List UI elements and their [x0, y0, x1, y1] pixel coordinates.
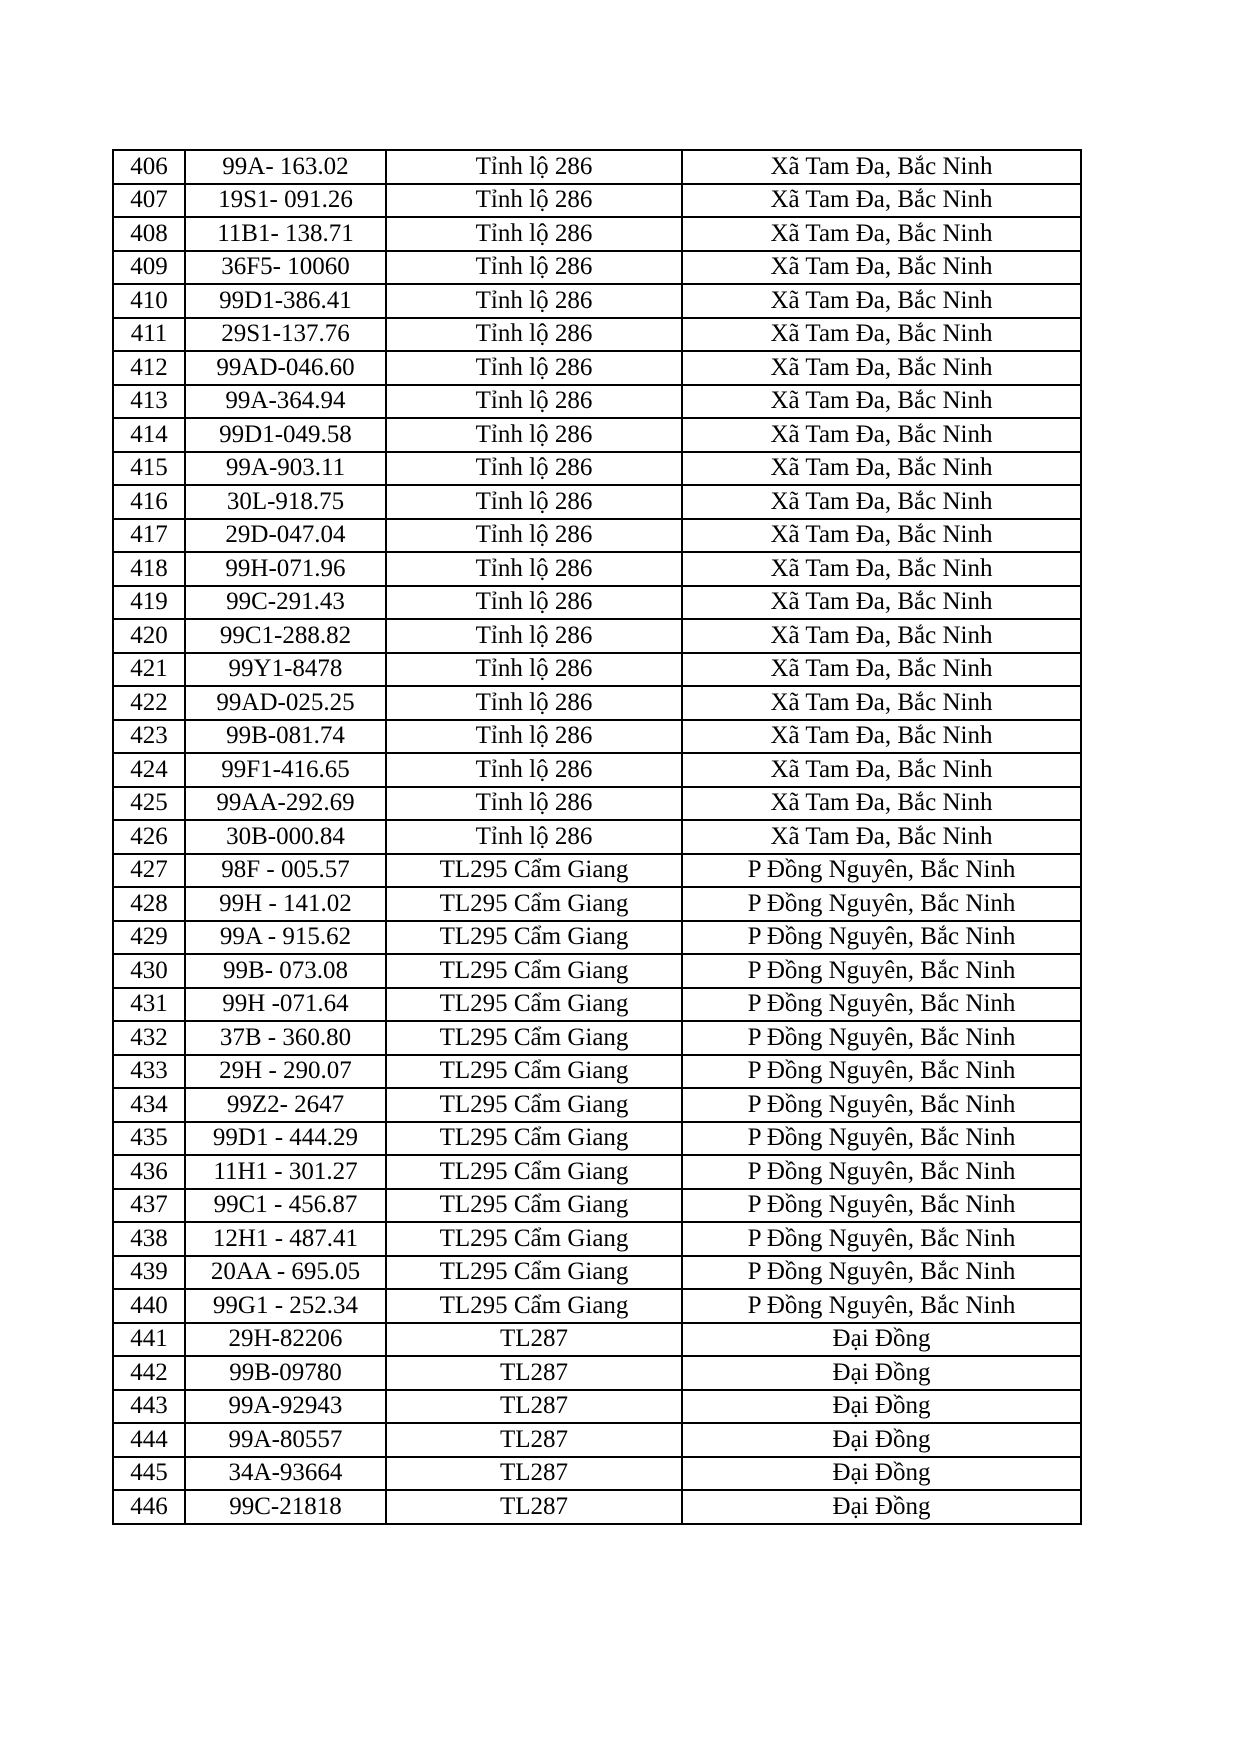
table-row — [113, 1122, 1081, 1156]
location-cell: Xã Tam Đa, Bắc Ninh — [682, 217, 1081, 251]
road-cell: TL295 Cẩm Giang — [386, 988, 682, 1022]
table-row — [113, 1088, 1081, 1122]
license-plate-cell: 99A-92943 — [185, 1390, 386, 1424]
location-cell: P Đồng Nguyên, Bắc Ninh — [682, 1021, 1081, 1055]
road-cell: TL287 — [386, 1490, 682, 1524]
license-plate-cell: 99AA-292.69 — [185, 787, 386, 821]
road-cell: Tỉnh lộ 286 — [386, 184, 682, 218]
table-row — [113, 284, 1081, 318]
table-row — [113, 653, 1081, 687]
road-cell: Tỉnh lộ 286 — [386, 686, 682, 720]
road-cell: Tỉnh lộ 286 — [386, 485, 682, 519]
license-plate-cell: 29H - 290.07 — [185, 1055, 386, 1089]
row-number-cell: 432 — [113, 1021, 185, 1055]
location-cell: Đại Đồng — [682, 1390, 1081, 1424]
row-number-cell: 410 — [113, 284, 185, 318]
license-plate-cell: 99Y1-8478 — [185, 653, 386, 687]
table-row — [113, 452, 1081, 486]
row-number-cell: 417 — [113, 519, 185, 553]
road-cell: Tỉnh lộ 286 — [386, 519, 682, 553]
location-cell: P Đồng Nguyên, Bắc Ninh — [682, 1122, 1081, 1156]
row-number-cell: 407 — [113, 184, 185, 218]
road-cell: Tỉnh lộ 286 — [386, 385, 682, 419]
row-number-cell: 431 — [113, 988, 185, 1022]
license-plate-cell: 12H1 - 487.41 — [185, 1222, 386, 1256]
table-row — [113, 921, 1081, 955]
row-number-cell: 445 — [113, 1457, 185, 1491]
row-number-cell: 443 — [113, 1390, 185, 1424]
row-number-cell: 437 — [113, 1189, 185, 1223]
location-cell: Xã Tam Đa, Bắc Ninh — [682, 619, 1081, 653]
row-number-cell: 440 — [113, 1289, 185, 1323]
table-row — [113, 217, 1081, 251]
road-cell: Tỉnh lộ 286 — [386, 586, 682, 620]
location-cell: Xã Tam Đa, Bắc Ninh — [682, 552, 1081, 586]
table-row — [113, 1222, 1081, 1256]
license-plate-cell: 99A-364.94 — [185, 385, 386, 419]
license-plate-cell: 36F5- 10060 — [185, 251, 386, 285]
location-cell: Xã Tam Đa, Bắc Ninh — [682, 150, 1081, 184]
table-row — [113, 150, 1081, 184]
table-row — [113, 1055, 1081, 1089]
row-number-cell: 435 — [113, 1122, 185, 1156]
location-cell: Xã Tam Đa, Bắc Ninh — [682, 787, 1081, 821]
table-row — [113, 519, 1081, 553]
location-cell: Đại Đồng — [682, 1356, 1081, 1390]
road-cell: Tỉnh lộ 286 — [386, 418, 682, 452]
license-plate-cell: 29S1-137.76 — [185, 318, 386, 352]
location-cell: Xã Tam Đa, Bắc Ninh — [682, 418, 1081, 452]
road-cell: TL295 Cẩm Giang — [386, 954, 682, 988]
location-cell: P Đồng Nguyên, Bắc Ninh — [682, 954, 1081, 988]
table-row — [113, 887, 1081, 921]
location-cell: Xã Tam Đa, Bắc Ninh — [682, 485, 1081, 519]
row-number-cell: 414 — [113, 418, 185, 452]
table-row — [113, 1457, 1081, 1491]
road-cell: Tỉnh lộ 286 — [386, 217, 682, 251]
table-row — [113, 787, 1081, 821]
row-number-cell: 424 — [113, 753, 185, 787]
row-number-cell: 422 — [113, 686, 185, 720]
table-row — [113, 251, 1081, 285]
row-number-cell: 425 — [113, 787, 185, 821]
license-plate-cell: 29H-82206 — [185, 1323, 386, 1357]
location-cell: Xã Tam Đa, Bắc Ninh — [682, 820, 1081, 854]
row-number-cell: 434 — [113, 1088, 185, 1122]
license-plate-cell: 19S1- 091.26 — [185, 184, 386, 218]
road-cell: Tỉnh lộ 286 — [386, 251, 682, 285]
road-cell: Tỉnh lộ 286 — [386, 787, 682, 821]
location-cell: Xã Tam Đa, Bắc Ninh — [682, 318, 1081, 352]
row-number-cell: 433 — [113, 1055, 185, 1089]
table-row — [113, 820, 1081, 854]
location-cell: Đại Đồng — [682, 1423, 1081, 1457]
row-number-cell: 444 — [113, 1423, 185, 1457]
license-plate-cell: 99AD-025.25 — [185, 686, 386, 720]
license-plate-cell: 99B-09780 — [185, 1356, 386, 1390]
row-number-cell: 426 — [113, 820, 185, 854]
table-row — [113, 1356, 1081, 1390]
location-cell: Xã Tam Đa, Bắc Ninh — [682, 385, 1081, 419]
row-number-cell: 412 — [113, 351, 185, 385]
road-cell: Tỉnh lộ 286 — [386, 653, 682, 687]
license-plate-cell: 99G1 - 252.34 — [185, 1289, 386, 1323]
road-cell: TL295 Cẩm Giang — [386, 1289, 682, 1323]
row-number-cell: 420 — [113, 619, 185, 653]
location-cell: Xã Tam Đa, Bắc Ninh — [682, 720, 1081, 754]
license-plate-cell: 20AA - 695.05 — [185, 1256, 386, 1290]
license-plate-cell: 30L-918.75 — [185, 485, 386, 519]
table-row — [113, 753, 1081, 787]
license-plate-cell: 99A-903.11 — [185, 452, 386, 486]
road-cell: Tỉnh lộ 286 — [386, 753, 682, 787]
row-number-cell: 423 — [113, 720, 185, 754]
license-plate-cell: 99D1 - 444.29 — [185, 1122, 386, 1156]
row-number-cell: 441 — [113, 1323, 185, 1357]
license-plate-cell: 99A - 915.62 — [185, 921, 386, 955]
location-cell: P Đồng Nguyên, Bắc Ninh — [682, 921, 1081, 955]
table-row — [113, 485, 1081, 519]
license-plate-cell: 99B-081.74 — [185, 720, 386, 754]
location-cell: Xã Tam Đa, Bắc Ninh — [682, 519, 1081, 553]
road-cell: Tỉnh lộ 286 — [386, 720, 682, 754]
row-number-cell: 438 — [113, 1222, 185, 1256]
road-cell: TL295 Cẩm Giang — [386, 887, 682, 921]
license-plate-cell: 99C1-288.82 — [185, 619, 386, 653]
table-row — [113, 1189, 1081, 1223]
row-number-cell: 439 — [113, 1256, 185, 1290]
license-plate-cell: 98F - 005.57 — [185, 854, 386, 888]
table-row — [113, 1423, 1081, 1457]
road-cell: Tỉnh lộ 286 — [386, 284, 682, 318]
table-row — [113, 418, 1081, 452]
road-cell: TL295 Cẩm Giang — [386, 1155, 682, 1189]
license-plate-cell: 11B1- 138.71 — [185, 217, 386, 251]
license-plate-cell: 99C-21818 — [185, 1490, 386, 1524]
table-row — [113, 686, 1081, 720]
license-plate-cell: 99A- 163.02 — [185, 150, 386, 184]
road-cell: Tỉnh lộ 286 — [386, 552, 682, 586]
row-number-cell: 409 — [113, 251, 185, 285]
license-plate-cell: 99B- 073.08 — [185, 954, 386, 988]
location-cell: P Đồng Nguyên, Bắc Ninh — [682, 887, 1081, 921]
road-cell: TL295 Cẩm Giang — [386, 1055, 682, 1089]
table-row — [113, 720, 1081, 754]
location-cell: P Đồng Nguyên, Bắc Ninh — [682, 1055, 1081, 1089]
row-number-cell: 406 — [113, 150, 185, 184]
license-plate-cell: 29D-047.04 — [185, 519, 386, 553]
row-number-cell: 430 — [113, 954, 185, 988]
road-cell: TL295 Cẩm Giang — [386, 1021, 682, 1055]
location-cell: Đại Đồng — [682, 1457, 1081, 1491]
road-cell: Tỉnh lộ 286 — [386, 318, 682, 352]
road-cell: TL295 Cẩm Giang — [386, 1256, 682, 1290]
row-number-cell: 419 — [113, 586, 185, 620]
row-number-cell: 421 — [113, 653, 185, 687]
table-row — [113, 854, 1081, 888]
table-row — [113, 1021, 1081, 1055]
table-row — [113, 552, 1081, 586]
table-row — [113, 351, 1081, 385]
road-cell: Tỉnh lộ 286 — [386, 619, 682, 653]
row-number-cell: 427 — [113, 854, 185, 888]
violation-table — [112, 149, 1082, 1525]
row-number-cell: 436 — [113, 1155, 185, 1189]
road-cell: TL287 — [386, 1356, 682, 1390]
license-plate-cell: 99F1-416.65 — [185, 753, 386, 787]
table-row — [113, 184, 1081, 218]
road-cell: Tỉnh lộ 286 — [386, 150, 682, 184]
license-plate-cell: 37B - 360.80 — [185, 1021, 386, 1055]
table-row — [113, 988, 1081, 1022]
license-plate-cell: 99Z2- 2647 — [185, 1088, 386, 1122]
row-number-cell: 415 — [113, 452, 185, 486]
table-row — [113, 385, 1081, 419]
license-plate-cell: 99C1 - 456.87 — [185, 1189, 386, 1223]
road-cell: TL295 Cẩm Giang — [386, 1122, 682, 1156]
location-cell: P Đồng Nguyên, Bắc Ninh — [682, 1289, 1081, 1323]
table-row — [113, 1155, 1081, 1189]
location-cell: Xã Tam Đa, Bắc Ninh — [682, 351, 1081, 385]
table-row — [113, 1323, 1081, 1357]
road-cell: TL287 — [386, 1457, 682, 1491]
row-number-cell: 416 — [113, 485, 185, 519]
license-plate-cell: 99H -071.64 — [185, 988, 386, 1022]
road-cell: TL295 Cẩm Giang — [386, 921, 682, 955]
road-cell: Tỉnh lộ 286 — [386, 820, 682, 854]
location-cell: P Đồng Nguyên, Bắc Ninh — [682, 988, 1081, 1022]
row-number-cell: 408 — [113, 217, 185, 251]
road-cell: TL287 — [386, 1323, 682, 1357]
license-plate-cell: 11H1 - 301.27 — [185, 1155, 386, 1189]
license-plate-cell: 30B-000.84 — [185, 820, 386, 854]
location-cell: P Đồng Nguyên, Bắc Ninh — [682, 1189, 1081, 1223]
road-cell: Tỉnh lộ 286 — [386, 452, 682, 486]
location-cell: Xã Tam Đa, Bắc Ninh — [682, 753, 1081, 787]
location-cell: Đại Đồng — [682, 1323, 1081, 1357]
row-number-cell: 442 — [113, 1356, 185, 1390]
road-cell: TL295 Cẩm Giang — [386, 854, 682, 888]
license-plate-cell: 34A-93664 — [185, 1457, 386, 1491]
road-cell: TL295 Cẩm Giang — [386, 1222, 682, 1256]
table-row — [113, 954, 1081, 988]
location-cell: P Đồng Nguyên, Bắc Ninh — [682, 1256, 1081, 1290]
table-row — [113, 318, 1081, 352]
location-cell: Xã Tam Đa, Bắc Ninh — [682, 686, 1081, 720]
row-number-cell: 446 — [113, 1490, 185, 1524]
table-row — [113, 1490, 1081, 1524]
table-row — [113, 586, 1081, 620]
road-cell: TL287 — [386, 1423, 682, 1457]
table-row — [113, 1256, 1081, 1290]
location-cell: Xã Tam Đa, Bắc Ninh — [682, 284, 1081, 318]
location-cell: P Đồng Nguyên, Bắc Ninh — [682, 1155, 1081, 1189]
location-cell: P Đồng Nguyên, Bắc Ninh — [682, 854, 1081, 888]
road-cell: Tỉnh lộ 286 — [386, 351, 682, 385]
row-number-cell: 413 — [113, 385, 185, 419]
license-plate-cell: 99C-291.43 — [185, 586, 386, 620]
location-cell: Xã Tam Đa, Bắc Ninh — [682, 653, 1081, 687]
location-cell: P Đồng Nguyên, Bắc Ninh — [682, 1222, 1081, 1256]
location-cell: Đại Đồng — [682, 1490, 1081, 1524]
location-cell: Xã Tam Đa, Bắc Ninh — [682, 452, 1081, 486]
location-cell: Xã Tam Đa, Bắc Ninh — [682, 586, 1081, 620]
license-plate-cell: 99A-80557 — [185, 1423, 386, 1457]
table-row — [113, 1390, 1081, 1424]
location-cell: Xã Tam Đa, Bắc Ninh — [682, 184, 1081, 218]
table-body — [113, 150, 1081, 1524]
row-number-cell: 411 — [113, 318, 185, 352]
license-plate-cell: 99AD-046.60 — [185, 351, 386, 385]
row-number-cell: 428 — [113, 887, 185, 921]
road-cell: TL295 Cẩm Giang — [386, 1189, 682, 1223]
license-plate-cell: 99H-071.96 — [185, 552, 386, 586]
location-cell: P Đồng Nguyên, Bắc Ninh — [682, 1088, 1081, 1122]
row-number-cell: 429 — [113, 921, 185, 955]
table-row — [113, 619, 1081, 653]
location-cell: Xã Tam Đa, Bắc Ninh — [682, 251, 1081, 285]
road-cell: TL295 Cẩm Giang — [386, 1088, 682, 1122]
table-row — [113, 1289, 1081, 1323]
road-cell: TL287 — [386, 1390, 682, 1424]
row-number-cell: 418 — [113, 552, 185, 586]
license-plate-cell: 99H - 141.02 — [185, 887, 386, 921]
license-plate-cell: 99D1-049.58 — [185, 418, 386, 452]
license-plate-cell: 99D1-386.41 — [185, 284, 386, 318]
